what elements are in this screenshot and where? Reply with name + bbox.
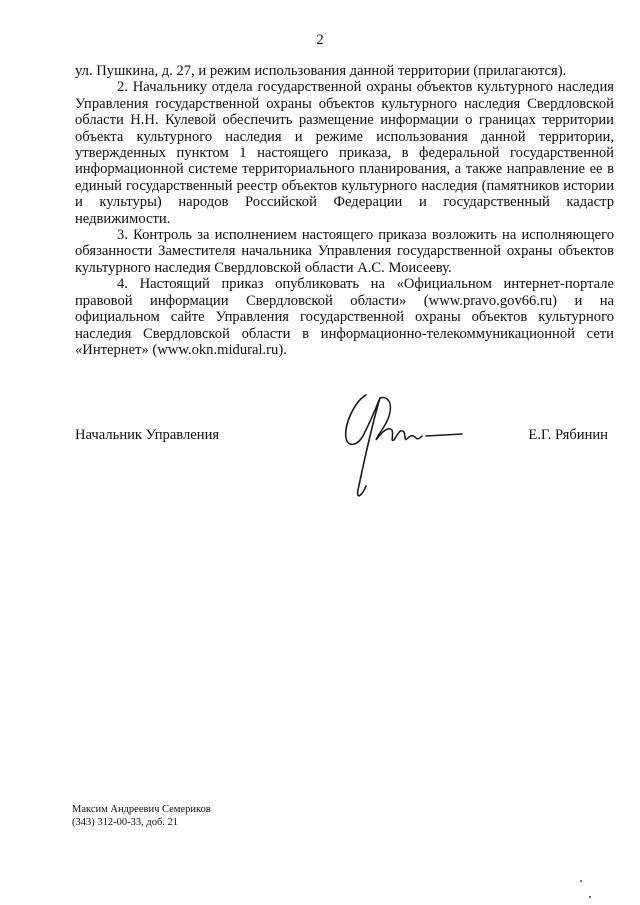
signatory-name: Е.Г. Рябинин (528, 427, 608, 443)
executor-footer (72, 803, 211, 829)
handwritten-signature-icon (336, 390, 476, 510)
paragraph-item-3: 3. Контроль за исполнением настоящего приказа возложить на исполняющего обязанности Заместителя начальника Управления государственной охраны объектов культурного наследия Свердловской области А.С. Моисееву. (75, 227, 614, 276)
signatory-title: Начальник Управления (75, 427, 220, 443)
scan-speck (589, 896, 591, 898)
scan-speck (580, 880, 582, 882)
paragraph-item-4: 4. Настоящий приказ опубликовать на «Официальном интернет-портале правовой информации Свердловской области» (www.pravo.gov66.ru) и на официальном сайте Управления государственной охраны объектов культурного наследия Свердловской области в информационно-телекоммуникационной сети «Интернет» (www.okn.midural.ru). (75, 276, 614, 358)
document-body (75, 63, 614, 358)
paragraph-item-2: 2. Начальнику отдела государственной охраны объектов культурного наследия Управления государственной охраны объектов культурного наследия Свердловской области Н.Н. Кулевой обеспечить размещение информации о границах территории объекта культурного наследия и режиме использования данной территории, утвержденных пунктом 1 настоящего приказа, в федеральной государственной информационной системе территориального планирования, а также направление ее в единый государственный реестр объектов культурного наследия (памятников истории и культуры) народов Российской Федерации и государственный кадастр недвижимости. (75, 79, 614, 227)
paragraph-continuation: ул. Пушкина, д. 27, и режим использования данной территории (прилагаются). (75, 63, 567, 79)
executor-phone: (343) 312-00-33, доб. 21 (72, 817, 179, 828)
page-number: 2 (316, 32, 324, 48)
executor-name: Максим Андреевич Семериков (72, 804, 211, 815)
